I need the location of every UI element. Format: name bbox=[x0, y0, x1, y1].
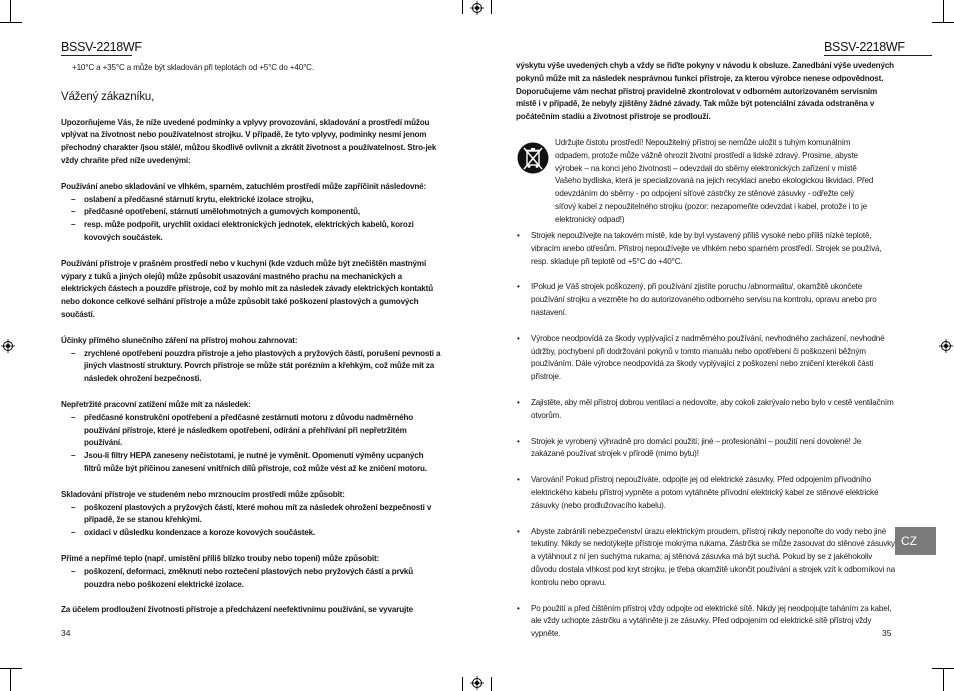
model-header: BSSV-2218WF bbox=[824, 40, 905, 54]
section-heading: Účinky přímého slunečního záření na přístroj mohou zahrnovat: bbox=[61, 335, 298, 345]
list-item: – oslabení a předčasné stárnutí krytu, elektrické izolace strojku, bbox=[61, 194, 441, 207]
list-item: – poškození plastových a pryžových částí, které mohou mít za následek ohrožení bezpečnosti v případě, že se stanou křehkými. bbox=[61, 502, 441, 528]
section-heading: Nepřetržité pracovní zatížení může mít za následek: bbox=[61, 399, 251, 409]
list-item: • Zajistěte, aby měl přístroj dobrou ventilaci a nedovolte, aby cokoli zakrývalo nebo bylo v cestě ventilačním otvorům. bbox=[516, 397, 896, 423]
section-continuous-load bbox=[61, 399, 441, 476]
section-dusty: Používání přístroje v prašném prostředí nebo v kuchyni (kde vzduch může být znečištěn mastnými výpary z tuků a jiných olejů) může způsobit usazování mastného prachu na mechanických a elektrických částech a pouzdře přístroje, což by mohlo mít za následek závady elektrických kontaktů nebo dokonce celkové selhání přístroje a může způsobit také poškození plastových a gumových součástí. bbox=[61, 258, 433, 319]
section-closing: Za účelem prodloužení životnosti přístroje a předcházení neefektivnímu používání, se vyvarujte bbox=[61, 605, 414, 615]
right-page-bullets bbox=[516, 230, 896, 654]
list-item: • IPokud je Váš strojek poškozený, při používání zjistíte poruchu /abnormalitu/, okamžitě ukončete používání strojku a vezměte ho do autorizovaného odborného servisu na kontrolu, opravu anebo pro nastavení. bbox=[516, 281, 896, 319]
list-item: • Výrobce neodpovídá za škody vyplývající z nadměrného používání, nevhodného zacházení, nevhodné údržby, pochybení při dodržování pokynů v tomto manuálu nebo opotřebení či poškození běžným používáním. Dále výrobce neodpovídá za škody vyplývající z poškození nebo zničení kterékoli části přístroje. bbox=[516, 333, 896, 384]
list-item: • Po použití a před čištěním přístroj vždy odpojte od elektrické sítě. Nikdy jej neodpojujte taháním za kabel, ale vždy uchopte zástrčku a vytáhněte ji ze zásuvky. Před odpojením od elektrické sítě přístroj vždy vypněte. bbox=[516, 603, 896, 641]
top-bold-paragraph: výskytu výše uvedených chyb a vždy se řiďte pokyny v návodu k obsluze. Zanedbání výše uvedených pokynů může mít za následek nesprávnou funkci přístroje, za kterou výrobce nenese odpovědnost. Doporučujeme vám nechat přístroj pravidelně zkontrolovat v odborném autorizovaném servisním místě i v případě, že nebyly zjištěny žádné závady. Tak může být potenciální závada odstraněna v počátečním stadiu a životnost přístroje se prodlouží. bbox=[516, 61, 894, 122]
section-heading: Skladování přístroje ve studeném nebo mrznoucím prostředí může způsobit: bbox=[61, 489, 345, 499]
temperature-line: +10°C a +35°C a může být skladován při teplotách od +5°C do +40°C. bbox=[72, 63, 314, 72]
list-item: • Strojek je vyrobený výhradně pro domácí použití; jiné – profesionální – použití není dovolené! Je zakázané používat strojek v přírodě (mimo bytu)! bbox=[516, 436, 896, 462]
list-item: – poškození, deformaci, změknutí nebo roztečení plastových nebo pryžových částí a prvků pouzdra nebo poškození elektrické izolace. bbox=[61, 566, 441, 592]
header-rule bbox=[824, 55, 932, 56]
right-page bbox=[477, 0, 954, 691]
page-number: 35 bbox=[882, 628, 892, 638]
list-item: • Strojek nepoužívejte na takovém místě, kde by byl vystavený příliš vysoké nebo příliš nízké teplotě, vibracím anebo otřesům. Přístroj nepoužívejte ve vlhkém nebo sparném prostředí. Strojek se používá, resp. skladuje při teplotě od +5°C do +40°C. bbox=[516, 230, 896, 268]
list-item: • Abyste zabránili nebezpečenství úrazu elektrickým proudem, přístroj nikdy neponořte do vody nebo jiné tekutiny. Nikdy se nedotýkejte přístroje mokrýma rukama. Zástrčka se může zasouvat do stěnové zásuvky a vytáhnout z ní jen suchýma rukama; aj stěnová zásuvka má být suchá. Pokud by se z jakéhokoliv důvodu dostala vlhkost pod kryt strojku, je třeba okamžitě ukončit používání a strojek vzít k odborníkovi na kontrolu nebo opravu. bbox=[516, 526, 896, 590]
intro-paragraph: Upozorňujeme Vás, že níže uvedené podmínky a vplyvy provozování, skladování a prostředí můžou vplývat na životnost nebo používatelnost strojku. V případě, že tyto vplyvy, podminky nesmí jenom přechodný charakter /jsou stálé/, můžou škodlivě ovlivnit a zkrátit životnost a používatelnost. Stro-jek vždy chraňte před níže uvedenými: bbox=[61, 117, 437, 165]
left-page-content bbox=[61, 62, 441, 617]
language-tab: CZ bbox=[895, 527, 936, 555]
section-cold-storage bbox=[61, 489, 441, 540]
header-rule bbox=[61, 55, 132, 56]
model-header: BSSV-2218WF bbox=[61, 40, 142, 54]
greeting: Vážený zákazníku, bbox=[61, 90, 155, 103]
list-item: • Varování! Pokud přístroj nepoužíváte, odpojte jej od elektrické zásuvky. Před odpojením přívodního elektrického kabelu přístroj vypněte a potom vytáhněte přívodní elektrický kabel ze stěnové elektrické zásuvky (nebo prodlužovacího kabelu). bbox=[516, 474, 896, 512]
list-item: – oxidaci v důsledku kondenzace a koroze kovových součástek. bbox=[61, 527, 441, 540]
recycling-notice: Udržujte čistotu prostředí! Nepoužitelný přístroj se nemůže uložit s tuhým komunálním odpadem, protože může vážně ohrozit životní prostředí a lidské zdravý. Prosime, abyste výrobek – na konci jeho životnosti – odevzdali do sběrny elektronických zařízení v místě Vašeho bydliska, která je specializovaná na jejich recyklaci anebo ekologickou likvidaci. Před odevzdáním do sběrny - po odpojení síťové zástrčky ze stěnové zásuvky - odřežte celý síťový kabel z nepoužitelného strojku (pozor: nezapomeňte odevzdat i kabel, protože i to je elektronický odpad!) bbox=[555, 138, 874, 224]
section-heading: Používání anebo skladování ve vlhkém, sparném, zatuchlém prostředí může zapříčinit následovné: bbox=[61, 181, 427, 191]
page-number: 34 bbox=[61, 628, 71, 638]
crossed-out-wheelie-bin-icon bbox=[517, 141, 549, 175]
section-sunlight bbox=[61, 335, 441, 386]
list-item: – předčasné opotřebení, stárnutí umělohmotných a gumových komponentů, bbox=[61, 206, 441, 219]
section-heading: Přímé a nepřímé teplo (např. umístění příliš blízko trouby nebo topení) může způsobit: bbox=[61, 553, 380, 563]
list-item: – Jsou-li filtry HEPA zaneseny nečistotami, je nutné je vyměnit. Opomenutí výměny ucpaných filtrů může být příčinou zanesení vnitřních dílů přístroje, což může vést až ke zničení motoru. bbox=[61, 450, 441, 476]
section-humid bbox=[61, 181, 441, 245]
list-item: – zrychlené opotřebení pouzdra přístroje a jeho plastových a pryžových částí, porušení pevnosti a jiných vlastností struktury. Povrch přístroje se může stát porézním a křehkým, což může mít za následek ohrožení bezpečnosti. bbox=[61, 348, 441, 386]
list-item: – resp. může podpořit, urychlit oxidaci elektronických jednotek, elektrických kabelů, korozi kovových součástek. bbox=[61, 219, 441, 245]
section-heat bbox=[61, 553, 441, 591]
list-item: – předčasné konstrukční opotřebení a předčasné zestárnutí motoru z důvodu nadměrného používání přístroje, které je následkem opotřebení, odírání a přehřívání při nepřetržitém používání. bbox=[61, 412, 441, 450]
